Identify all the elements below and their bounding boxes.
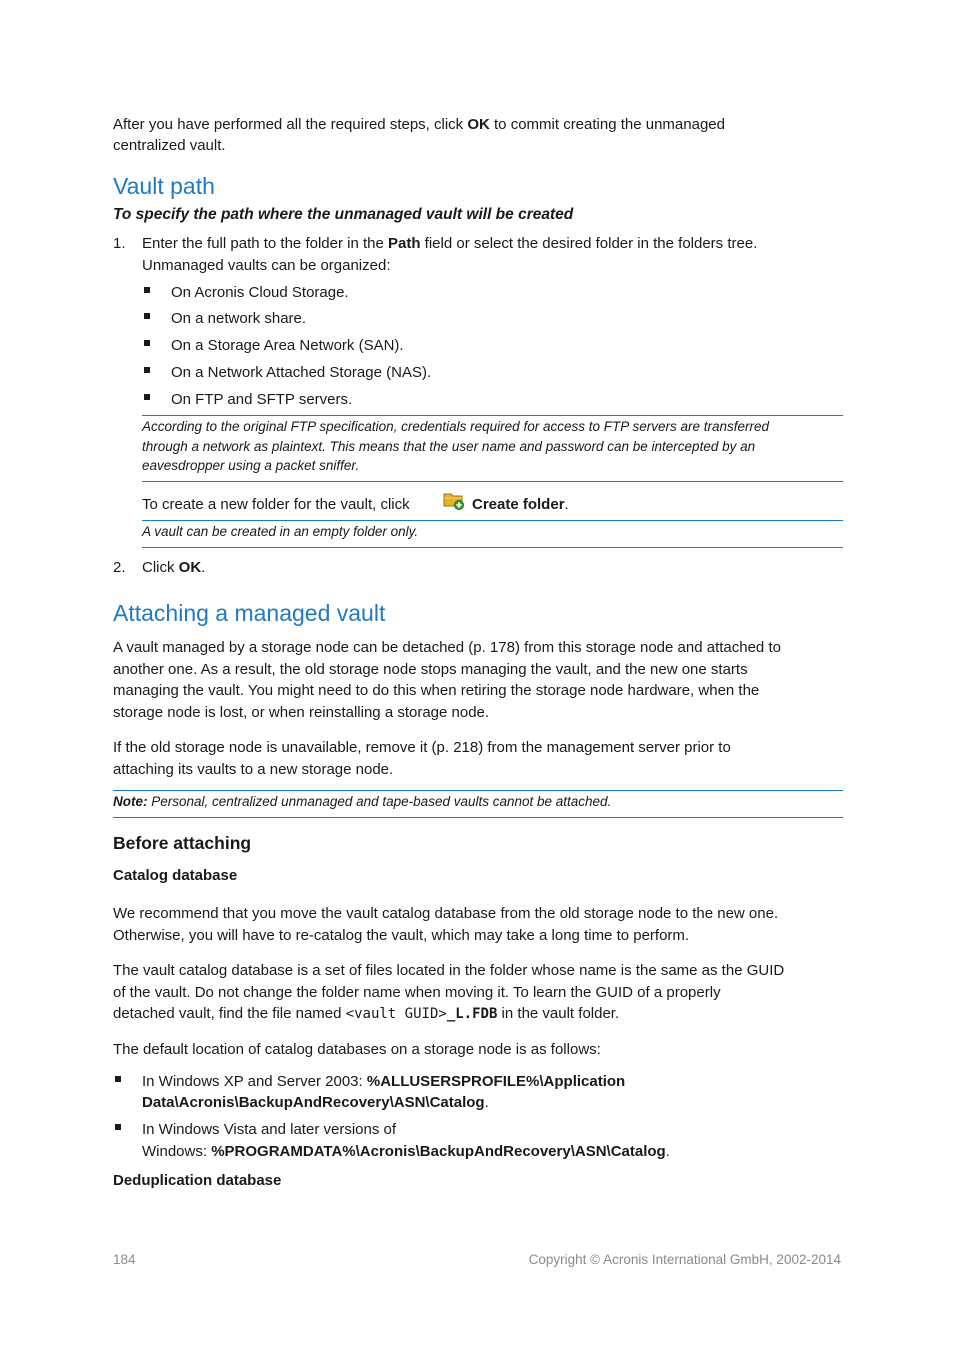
text-line: of the vault. Do not change the folder name when moving it. To learn the GUID of a properly bbox=[113, 983, 721, 1001]
list-item: In Windows Vista and later versions of bbox=[142, 1121, 397, 1138]
step-1-line-2: Unmanaged vaults can be organized: bbox=[142, 257, 391, 274]
create-folder-icon bbox=[443, 490, 465, 510]
heading-catalog-database: Catalog database bbox=[113, 867, 238, 884]
note-rule-bottom bbox=[142, 481, 843, 482]
list-item: On FTP and SFTP servers. bbox=[171, 391, 353, 408]
bullet-marker bbox=[115, 1124, 121, 1130]
create-folder-tip: To create a new folder for the vault, click bbox=[142, 496, 410, 513]
step-2-number: 2. bbox=[113, 559, 126, 576]
section-title-attaching: Attaching a managed vault bbox=[113, 600, 386, 626]
list-item: On a Storage Area Network (SAN). bbox=[171, 337, 404, 354]
catalog-paragraph-3: The default location of catalog databases on a storage node is as follows: bbox=[113, 1041, 601, 1058]
text-line: another one. As a result, the old storage node stops managing the vault, and the new one starts bbox=[113, 660, 748, 678]
text-line: attaching its vaults to a new storage node. bbox=[113, 760, 394, 778]
list-item: On a network share. bbox=[171, 310, 307, 327]
note-rule-top bbox=[142, 415, 843, 416]
note-line: eavesdropper using a packet sniffer. bbox=[142, 458, 360, 473]
list-item-continued: Data\Acronis\BackupAndRecovery\ASN\Catalog. bbox=[142, 1094, 489, 1111]
intro-line-2: centralized vault. bbox=[113, 137, 226, 154]
attaching-paragraph-2 bbox=[113, 737, 731, 780]
text-line: Otherwise, you will have to re-catalog the vault, which may take a long time to perform. bbox=[113, 926, 690, 944]
note-line: According to the original FTP specification, credentials required for access to FTP servers are transferred bbox=[142, 419, 770, 434]
list-item: On a Network Attached Storage (NAS). bbox=[171, 364, 432, 381]
attaching-paragraph-1 bbox=[113, 637, 781, 723]
heading-deduplication-database: Deduplication database bbox=[113, 1172, 282, 1189]
note-rule-top bbox=[113, 790, 843, 791]
create-folder-label: Create folder. bbox=[472, 496, 569, 513]
text-line: storage node is lost, or when reinstalling a storage node. bbox=[113, 703, 490, 721]
note-line: through a network as plaintext. This means that the user name and password can be intercepted by an bbox=[142, 438, 756, 454]
copyright-notice: Copyright © Acronis International GmbH, 2002-2014 bbox=[528, 1252, 841, 1267]
empty-folder-note: A vault can be created in an empty folder only. bbox=[142, 524, 419, 539]
note-rule-bottom bbox=[142, 547, 843, 548]
text-line: managing the vault. You might need to do this when retiring the storage node hardware, when the bbox=[113, 682, 760, 699]
step-2-text: Click OK. bbox=[142, 559, 206, 576]
step-1-number: 1. bbox=[113, 235, 126, 252]
text-line: The vault catalog database is a set of files located in the folder whose name is the same as the GUID bbox=[113, 962, 785, 979]
section-title-vault-path: Vault path bbox=[113, 173, 215, 199]
bullet-marker bbox=[144, 367, 150, 373]
list-item: On Acronis Cloud Storage. bbox=[171, 284, 349, 301]
page-number: 184 bbox=[113, 1252, 136, 1267]
bullet-marker bbox=[144, 340, 150, 346]
bullet-marker bbox=[144, 313, 150, 319]
list-item-continued: Windows: %PROGRAMDATA%\Acronis\BackupAndRecovery\ASN\Catalog. bbox=[142, 1143, 670, 1160]
procedure-title: To specify the path where the unmanaged vault will be created bbox=[113, 206, 574, 223]
bullet-marker bbox=[115, 1076, 121, 1082]
attach-restriction-note: Note: Personal, centralized unmanaged and tape-based vaults cannot be attached. bbox=[113, 794, 612, 809]
note-rule-bottom bbox=[113, 817, 843, 818]
bullet-marker bbox=[144, 287, 150, 293]
text-line: detached vault, find the file named <vault GUID>_L.FDB in the vault folder. bbox=[113, 1005, 620, 1022]
heading-before-attaching: Before attaching bbox=[113, 833, 252, 853]
step-1-text: Enter the full path to the folder in the Path field or select the desired folder in the folders tree. bbox=[142, 235, 758, 252]
ftp-security-note bbox=[142, 417, 769, 476]
text-line: If the old storage node is unavailable, remove it (p. 218) from the management server prior to bbox=[113, 739, 731, 756]
catalog-paragraph-1 bbox=[113, 903, 778, 946]
intro-line-1: After you have performed all the required steps, click OK to commit creating the unmanaged bbox=[113, 116, 725, 133]
note-rule-top bbox=[142, 520, 843, 521]
catalog-paragraph-2 bbox=[113, 960, 784, 1026]
bullet-marker bbox=[144, 394, 150, 400]
text-line: A vault managed by a storage node can be detached (p. 178) from this storage node and attached to bbox=[113, 639, 781, 656]
text-line: We recommend that you move the vault catalog database from the old storage node to the new one. bbox=[113, 905, 779, 922]
list-item: In Windows XP and Server 2003: %ALLUSERSPROFILE%\Application bbox=[142, 1073, 626, 1090]
